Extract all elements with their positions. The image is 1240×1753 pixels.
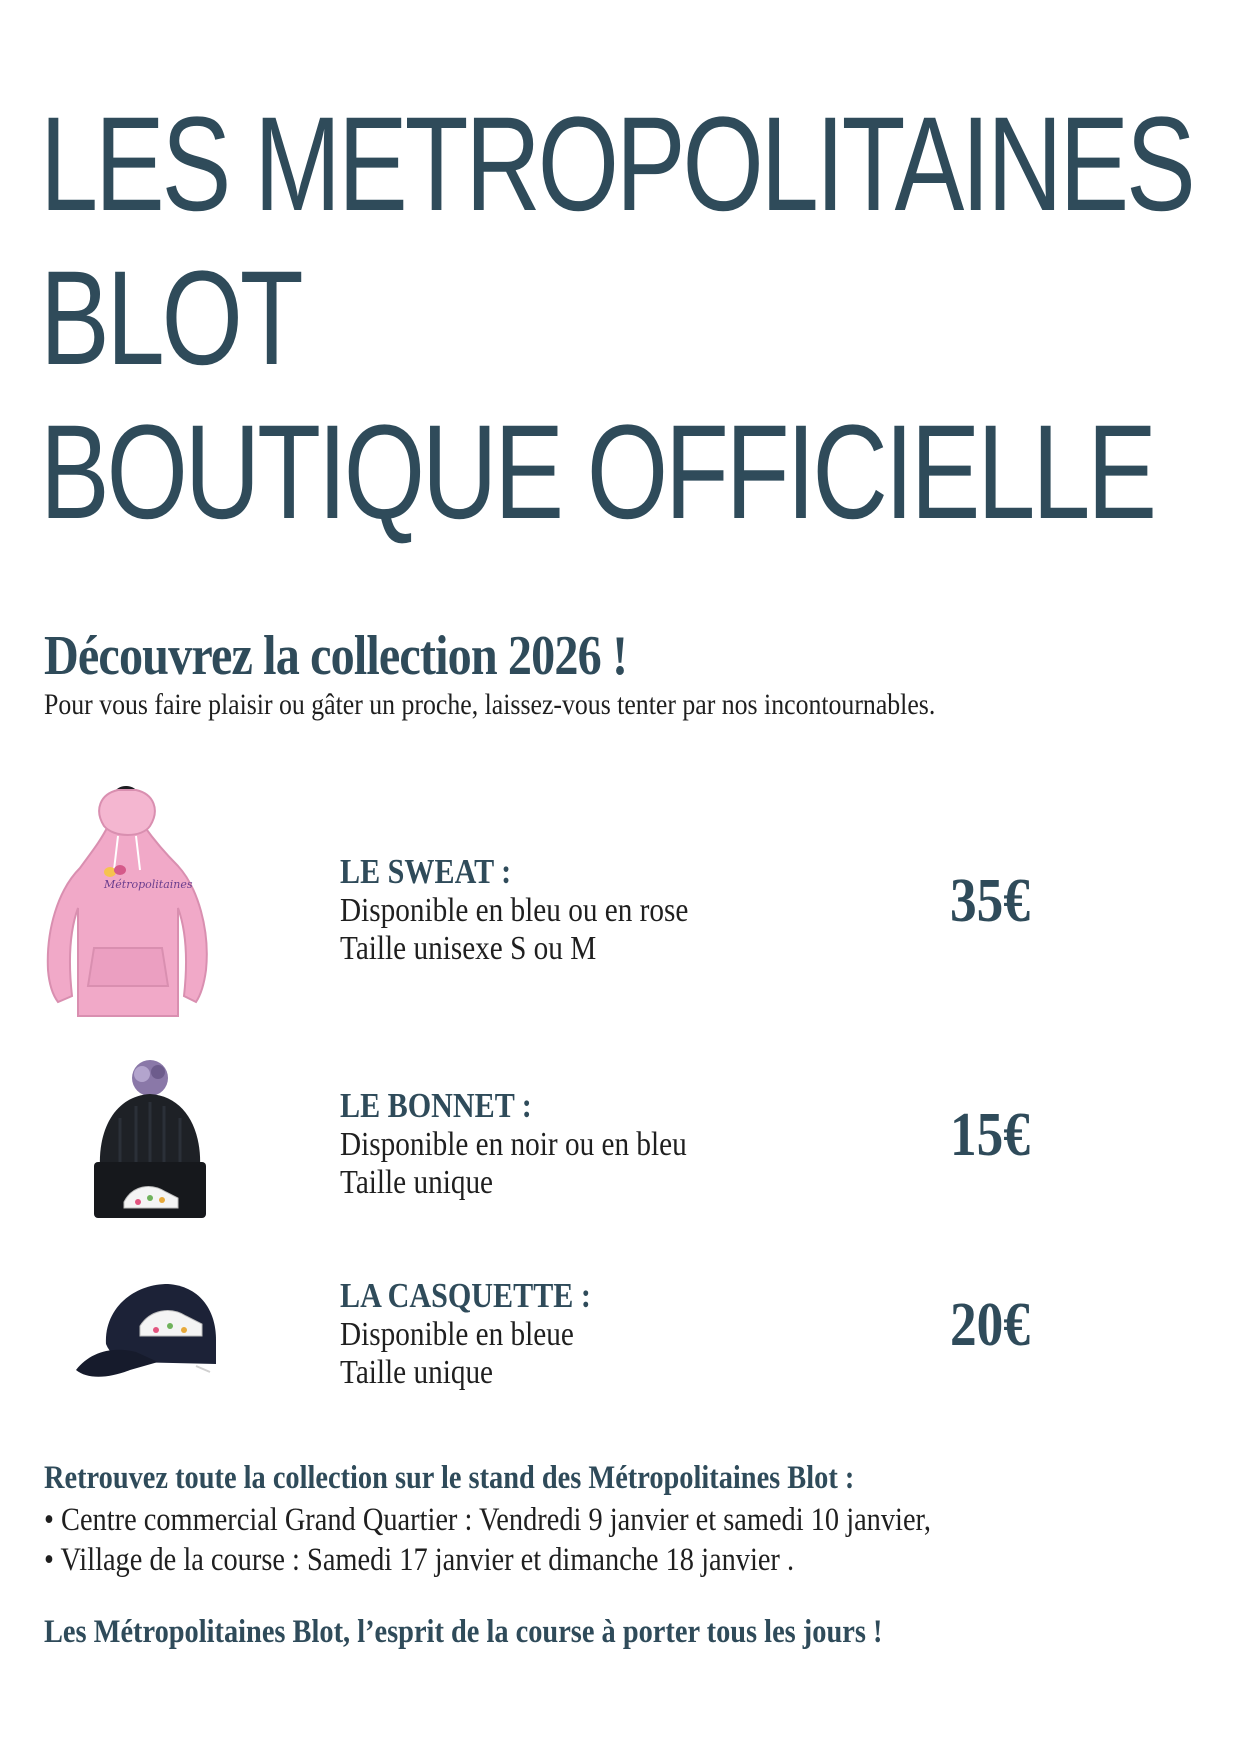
product-name: LE SWEAT :	[340, 852, 512, 891]
brand-tagline: Les Métropolitaines Blot, l’esprit de la course à porter tous les jours !	[44, 1614, 883, 1650]
product-size: Taille unique	[340, 1164, 494, 1201]
hoodie-print-text: Métropolitaines	[104, 878, 193, 891]
collection-subtitle: Pour vous faire plaisir ou gâter un proche, laissez-vous tenter par nos incontournables.	[44, 688, 936, 721]
stand-date-2: • Village de la course : Samedi 17 janvier et dimanche 18 janvier .	[44, 1542, 795, 1578]
product-casquette	[0, 1274, 1240, 1404]
product-sweat	[0, 780, 1240, 1030]
title-line-2: BLOT	[40, 244, 301, 393]
beanie-image	[80, 1058, 220, 1228]
page-title	[40, 88, 1193, 550]
product-bonnet	[0, 1058, 1240, 1238]
title-line-1: LES METROPOLITAINES	[40, 90, 1193, 239]
product-size: Taille unique	[340, 1354, 494, 1391]
hoodie-image	[28, 780, 238, 1030]
product-colors: Disponible en bleue	[340, 1316, 574, 1353]
title-line-3: BOUTIQUE OFFICIELLE	[40, 398, 1154, 547]
product-colors: Disponible en noir ou en bleu	[340, 1126, 687, 1163]
product-price: 15€	[950, 1101, 1030, 1169]
product-name: LA CASQUETTE :	[340, 1276, 591, 1315]
product-price: 35€	[950, 867, 1030, 935]
collection-title: Découvrez la collection 2026 !	[44, 625, 628, 687]
product-name: LE BONNET :	[340, 1086, 532, 1125]
product-size: Taille unisexe S ou M	[340, 930, 597, 967]
product-colors: Disponible en bleu ou en rose	[340, 892, 689, 929]
cap-image	[70, 1274, 230, 1394]
stand-info-title: Retrouvez toute la collection sur le stand des Métropolitaines Blot :	[44, 1460, 855, 1496]
product-price: 20€	[950, 1291, 1030, 1359]
stand-date-1: • Centre commercial Grand Quartier : Vendredi 9 janvier et samedi 10 janvier,	[44, 1502, 931, 1538]
